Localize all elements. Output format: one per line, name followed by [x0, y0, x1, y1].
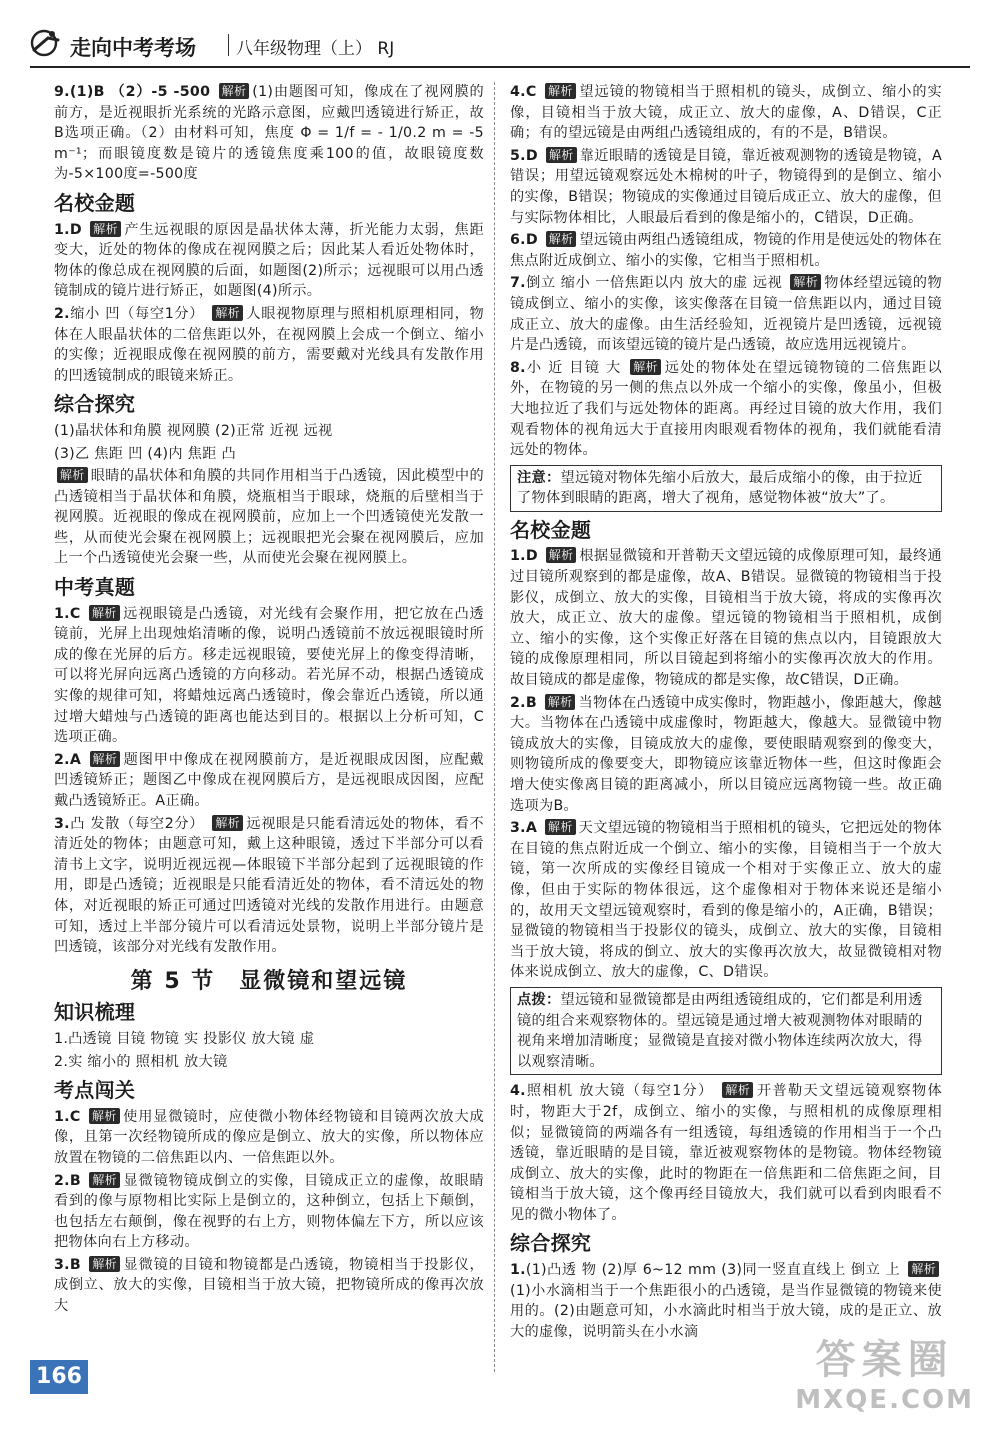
answer-item: 2.A 解析 题图甲中像成在视网膜前方，是近视眼成因图，应配戴凹透镜矫正；题图乙中像成在视网膜后方，是远视眼成因图，应配戴凸透镜矫正。A正确。	[54, 751, 484, 809]
answer-item: 2.缩小 凹（每空1分） 解析 人眼视物原理与照相机原理相同，物体在人眼晶状体的二倍焦距以外，在视网膜上会成一个倒立、缩小的实像；近视眼成像在视网膜的前方，需要戴对光线具有发散作用的凹透镜制成的眼镜来矫正。	[54, 305, 484, 384]
section-title: 名校金题	[510, 517, 592, 542]
analysis-tag: 解析	[545, 83, 576, 99]
answer-line: 2.实 缩小的 照相机 放大镜	[54, 1053, 228, 1070]
series-title: 走向中考考场	[70, 36, 196, 60]
analysis-tag: 解析	[545, 819, 576, 835]
runner-logo-icon	[30, 28, 64, 58]
analysis-tag: 解析	[89, 1256, 120, 1272]
book-title: 八年级物理（上） RJ	[236, 39, 395, 59]
analysis-tag: 解析	[89, 1172, 120, 1188]
note-label: 点拨：	[517, 991, 561, 1008]
analysis-tag: 解析	[89, 605, 120, 621]
answer-item: 1.(1)凸透 物 (2)厚 6~12 mm (3)同一竖直直线上 倒立 上 解析(1)小水滴相当于一个焦距很小的凸透镜，是当作显微镜的物镜来使用的。(2)由题意可知，小水滴此时相当于放大镜，成的是正立、放大的虚像，说明箭头在小水滴	[510, 1262, 942, 1340]
answer-item: 2.B 解析 显微镜物镜成倒立的实像，目镜成正立的虚像，故眼睛看到的像与原物相比实际上是倒立的，这种倒立，包括上下颠倒，也包括左右颠倒，像在视野的右上方，则物体偏左下方，所以应该把物体向右上方移动。	[54, 1172, 485, 1251]
section-title: 中考真题	[54, 575, 136, 600]
answer-item: 1.C 解析 使用显微镜时，应使微小物体经物镜和目镜两次放大成像，且第一次经物镜所成的像应是倒立、放大的实像，所以物体应放置在物镜的二倍焦距以内、一倍焦距以外。	[54, 1108, 485, 1166]
answer-item: 1.D 解析 产生远视眼的原因是晶状体太薄，折光能力太弱，焦距变大，近处的物体的像成在视网膜之后；因此某人看近处物体时，物体的像总成在视网膜的后面，如题图(2)所示；远视眼可以用凸透镜制成的镜片进行矫正，如题图(4)所示。	[54, 221, 484, 300]
chapter-title: 第 5 节 显微镜和望远镜	[130, 968, 408, 994]
answer-item: 8.小 近 目镜 大 解析 远处的物体处在望远镜物镜的二倍焦距以外，在物镜的另一侧的焦点以外成一个缩小的实像，像虽小，但极大地拉近了我们与远处物体的距离。再经过目镜的放大作用，我们观看物体的视角远大于直接用肉眼观看物体的视角，我们就能看清远处的物体。	[510, 359, 942, 459]
page-number: 166	[30, 1360, 88, 1394]
note-label: 注意：	[517, 469, 561, 486]
answer-item: 3.A 解析 天文望远镜的物镜相当于照相机的镜头，它把远处的物体在目镜的焦点附近成一个倒立、缩小的实像，目镜相当于一个放大镜，第一次所成的实像经目镜成一个相对于实像正立、放大的虚像，但由于实际的物体很远，这个虚像相对于物体来说还是缩小的，故用天文望远镜观察时，看到的像是缩小的，A正确，B错误；显微镜的物镜相当于投影仪的镜头，成倒立、放大的实像，目镜相当于放大镜，将成的倒立、放大的实像再次放大，故显微镜相对物体来说成倒立、放大的虚像，C、D错误。	[510, 820, 942, 981]
analysis-tag: 解析	[546, 231, 577, 247]
answer-item: 9.(1)B （2）-5 -500 解析 (1)由题图可知，像成在了视网膜的前方，是近视眼折光系统的光路示意图，应戴凹透镜进行矫正，故B选项正确。（2）由材料可知，焦度 Φ = 1/f = - 1/0.2 m = -5 m⁻¹；而眼镜度数是镜片的透镜焦度乘100的值，故眼镜度数为-5×100度=-500度	[54, 84, 485, 183]
answer-item: 3.凸 发散（每空2分） 解析 远视眼是只能看清远处的物体，看不清近处的物体；由题意可知，戴上这种眼镜，透过下半部分可以看清书上文字，说明近视远视—体眼镜下半部分起到了远视眼镜的作用，即是凸透镜；近视眼是只能看清近处的物体，看不清远处的物体，对近视眼的矫正可通过凹透镜对光线的发散作用进行。由题意可知，透过上半部分镜片可以看清远处景物，说明上半部分镜片是凹透镜，该部分对光线有发散作用。	[54, 815, 484, 956]
analysis-paragraph: 解析 眼睛的晶状体和角膜的共同作用相当于凸透镜，因此模型中的凸透镜相当于晶状体和角膜，烧瓶相当于眼球，烧瓶的后壁相当于视网膜。近视眼的像成在视网膜前，应加上一个凹透镜使光发散一些，从而使光会聚在视网膜上；远视眼把光会聚在视网膜后，应加上一个凸透镜使光会聚一些，从而使光会聚在视网膜上。	[54, 468, 484, 567]
answer-item: 5.D 解析 靠近眼睛的透镜是目镜，靠近被观测物的透镜是物镜，A错误；用望远镜观察远处木棉树的叶子，物镜得到的是倒立、缩小的实像，B错误；物镜成的实像通过目镜后成正立、放大的虚像，但与实际物体相比，人眼最后看到的像是缩小的，C错误，D正确。	[510, 147, 942, 226]
section-title: 综合探究	[54, 392, 136, 417]
analysis-tag: 解析	[630, 359, 661, 375]
answer-item: 7.倒立 缩小 一倍焦距以内 放大的虚 远视 解析 物体经望远镜的物镜成倒立、缩小的实像，该实像落在目镜一倍焦距以内，通过目镜成正立、放大的虚像。由生活经验知，近视镜片是凹透镜，远视镜片是凸透镜，而该望远镜的镜片是凸透镜，故应选用远视镜片。	[510, 275, 942, 354]
analysis-tag: 解析	[212, 305, 243, 321]
section-title: 知识梳理	[54, 1000, 136, 1025]
answer-item: 3.B 解析 显微镜的目镜和物镜都是凸透镜，物镜相当于投影仪，成倒立、放大的实像，目镜相当于放大镜，把物镜所成的像再次放大	[54, 1256, 485, 1315]
section-title: 考点闯关	[54, 1078, 136, 1103]
analysis-tag: 解析	[908, 1261, 939, 1277]
header-divider	[228, 34, 229, 56]
analysis-tag: 解析	[790, 274, 821, 290]
answer-line: (1)晶状体和角膜 视网膜 (2)正常 近视 远视	[54, 422, 333, 439]
answer-line: 1.凸透镜 目镜 物镜 实 投影仪 放大镜 虚	[54, 1030, 315, 1047]
analysis-tag: 解析	[57, 467, 88, 483]
column-divider	[494, 82, 495, 1372]
page-header	[30, 26, 970, 68]
analysis-tag: 解析	[212, 815, 243, 831]
section-title: 名校金题	[54, 190, 136, 215]
note-box: 点拨：望远镜和显微镜都是由两组透镜组成的，它们都是利用透镜的组合来观察物体的。望远镜是通过增大被观测物体对眼睛的视角来增加清晰度；显微镜是直接对微小物体连续两次放大，得以观察清晰。	[510, 987, 942, 1075]
answer-item: 6.D 解析 望远镜由两组凸透镜组成，物镜的作用是使远处的物体在焦点附近成倒立、缩小的实像，它相当于照相机。	[510, 232, 942, 269]
right-column	[510, 82, 942, 1344]
analysis-tag: 解析	[545, 694, 576, 710]
answer-item: 2.B 解析 当物体在凸透镜中成实像时，物距越小，像距越大，像越大。当物体在凸透镜中成虚像时，物距越大，像越大。显微镜中物镜成放大的实像，目镜成放大的虚像，要使眼睛观察到的像变大，则物镜所成的像要变大，即物镜应该靠近物体一些，但这时像距会增大使实像离目镜的距离减小，所以目镜应远离物镜一些。故正确选项为B。	[510, 694, 942, 814]
answer-item: 4.照相机 放大镜（每空1分） 解析 开普勒天文望远镜观察物体时，物距大于2f，成倒立、缩小的实像，与照相机的成像原理相似；显微镜筒的两端各有一组透镜，每组透镜的作用相当于一个凸透镜，靠近眼睛的是目镜，靠近被观察物体的是物镜。物体经物镜成倒立、放大的实像，此时的物距在一倍焦距和二倍焦距之间，目镜相当于放大镜，这个像再经目镜放大，我们就可以看到肉眼看不见的微小物体了。	[510, 1083, 943, 1223]
analysis-tag: 解析	[546, 547, 577, 563]
analysis-tag: 解析	[722, 1082, 753, 1098]
analysis-tag: 解析	[90, 751, 121, 767]
section-title: 综合探究	[510, 1231, 592, 1256]
answer-item: 4.C 解析 望远镜的物镜相当于照相机的镜头，成倒立、缩小的实像，目镜相当于放大镜，成正立、放大的虚像，A、D错误，C正确；有的望远镜是由两组凸透镜组成的，有的不是，B错误。	[510, 84, 943, 142]
watermark-logo: 答案圈 MXQE.COM	[795, 1337, 974, 1415]
answer-item: 1.D 解析 根据显微镜和开普勒天文望远镜的成像原理可知，最终通过目镜所观察到的都是虚像，故A、B错误。显微镜的物镜相当于投影仪，成倒立、放大的实像，目镜相当于放大镜，将成的实像再次放大，成正立、放大的虚像。望远镜的物镜相当于照相机，成倒立、缩小的实像，这个实像正好落在目镜的焦点以内，目镜跟放大镜的成像原理相同，所以目镜起到将缩小的实像再次放大的作用。故目镜成的都是虚像，物镜成的都是实像，故C错误，D正确。	[510, 548, 942, 689]
left-column	[54, 82, 484, 1319]
note-box: 注意：望远镜对物体先缩小后放大，最后成缩小的像，由于拉近了物体到眼睛的距离，增大了视角，感觉物体被“放大”了。	[510, 465, 942, 512]
answer-line: (3)乙 焦距 凹 (4)内 焦距 凸	[54, 445, 236, 462]
analysis-tag: 解析	[219, 83, 250, 99]
answer-item: 1.C 解析 远视眼镜是凸透镜，对光线有会聚作用，把它放在凸透镜前，光屏上出现烛焰清晰的像，说明凸透镜前不放远视眼镜时所成的像在光屏的后方。移走远视眼镜，要使光屏上的像变得清晰，可以将光屏向远离凸透镜的方向移动。若光屏不动，根据凸透镜成实像的规律可知，将蜡烛远离凸透镜时，像会靠近凸透镜，所以通过增大蜡烛与凸透镜的距离也能达到目的。根据以上分析可知，C选项正确。	[54, 605, 485, 746]
analysis-tag: 解析	[546, 147, 577, 163]
analysis-tag: 解析	[90, 221, 121, 237]
analysis-tag: 解析	[89, 1108, 120, 1124]
